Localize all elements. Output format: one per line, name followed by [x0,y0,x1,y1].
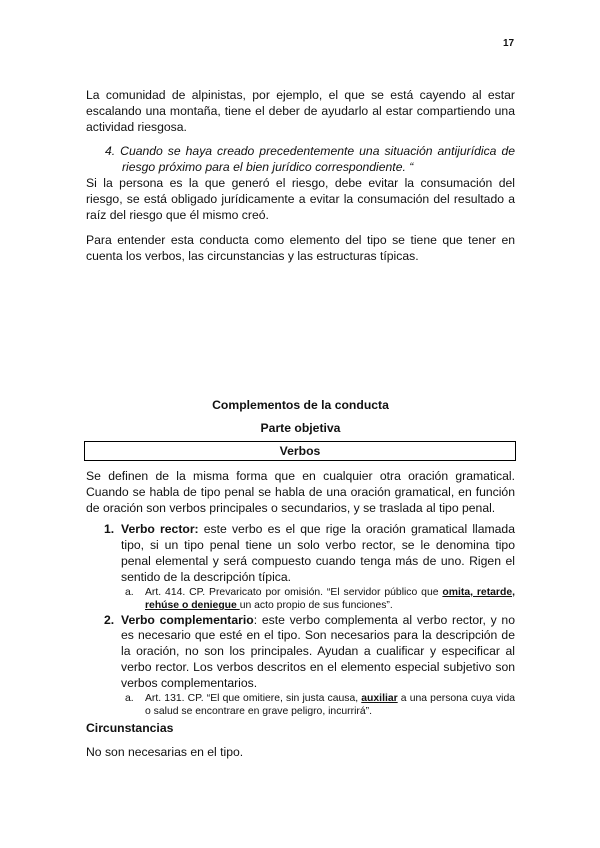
sub-item-art-131 [121,692,515,719]
list-number: 2. [104,612,115,627]
heading-verbos-box: Verbos [84,441,516,461]
term-verbo-complementario: Verbo complementario [121,612,254,627]
sub-letter: a. [125,586,134,598]
spacer [86,275,515,398]
list-item-4: 4. Cuando se haya creado precedentemente una situación antijurídica de riesgo próximo para el bien jurídico correspondiente. “ [105,144,515,175]
verb-list [86,522,515,718]
sub-item-art-414 [121,586,515,613]
heading-circunstancias: Circunstancias [86,720,174,735]
sub-letter: a. [125,692,134,704]
paragraph-alpinistas: La comunidad de alpinistas, por ejemplo, el que se está cayendo al estar escalando una montaña, tiene el deber de ayudarlo al estar compartiendo una actividad riesgosa. [86,88,515,134]
paragraph-riesgo: Si la persona es la que generó el riesgo, debe evitar la consumación del riesgo, se está obligado jurídicamente a evitar la consumación del resultado a raíz del riesgo que él mismo creó. [86,175,515,222]
sub-text-pre: Art. 414. CP. Prevaricato por omisión. “El servidor público que [145,586,443,598]
heading-complementos: Complementos de la conducta [212,397,389,412]
list-number: 1. [104,522,115,537]
page-number: 17 [503,38,515,49]
paragraph-circunstancias: No son necesarias en el tipo. [86,744,244,759]
sub-text-post: un acto propio de sus funciones”. [239,600,393,612]
sub-text-emphasis: auxiliar [361,692,398,704]
paragraph-verbos-definicion: Se definen de la misma forma que en cualquier otra oración gramatical. Cuando se habla de tipo penal se habla de una oración gramatical, en función de oración son verbos principales o secundarios, y se traslada al tipo penal. [86,468,515,515]
verbo-rector-text: este verbo es el que rige la oración gramatical llamada tipo, si un tipo penal tiene un solo verbo rector, se le denomina tipo penal elemental y será compuesto cuando tenga más de uno. Rigen el sentido de la descripción típica. [121,522,515,584]
heading-parte-objetiva: Parte objetiva [260,420,341,435]
sub-text-post: a una persona cuya vida o salud se encontrare en grave peligro, incurrirá”. [145,692,516,718]
sub-text-pre: Art. 131. CP. “El que omitiere, sin justa causa, [145,692,362,704]
list-item-verbo-rector [86,522,515,612]
paragraph-conducta: Para entender esta conducta como elemento del tipo se tiene que tener en cuenta los verbos, las circunstancias y las estructuras típicas. [86,233,515,264]
verbo-complementario-text: : este verbo complementa al verbo rector, y no es necesario que esté en el tipo. Son necesarios para la descripción de la oración, no son los principales. Ayudan a cualificar y especificar al verbo rector. Los verbos descritos en el elemento especial subjetivo son verbos complementarios. [121,612,515,690]
term-verbo-rector: Verbo rector: [121,522,199,537]
sub-text-emphasis: omita, retarde, rehúse o deniegue [145,586,515,612]
list-item-verbo-complementario [86,613,515,719]
document-body [86,88,515,760]
